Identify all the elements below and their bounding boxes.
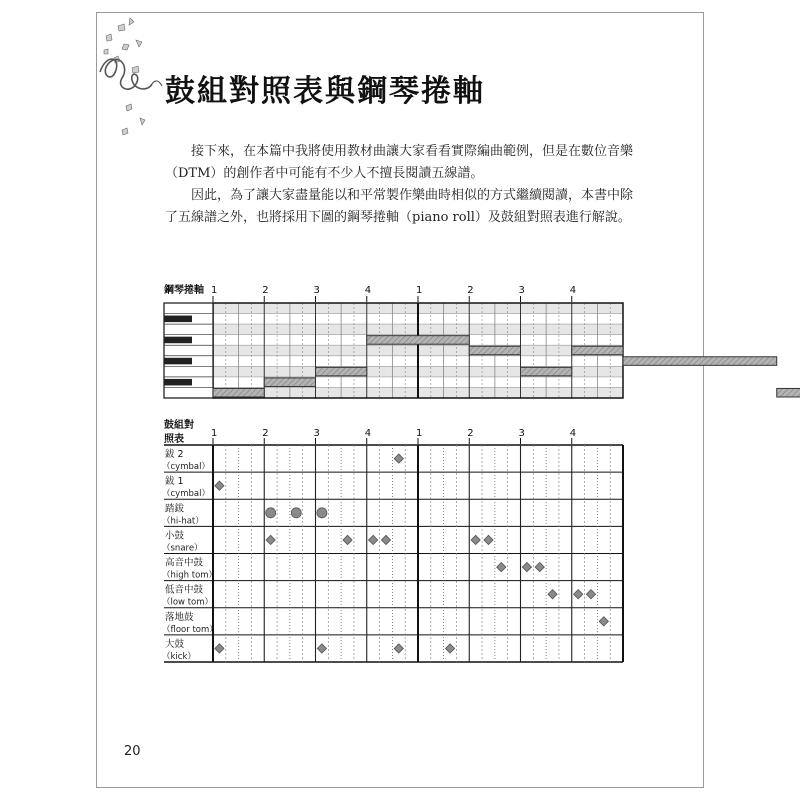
beat-number: 1 xyxy=(211,285,218,296)
black-key xyxy=(164,379,192,386)
beat-number: 4 xyxy=(364,285,372,296)
black-key xyxy=(164,358,192,365)
paragraph: 因此，為了讓大家盡量能以和平常製作樂曲時相似的方式繼續閱讀，本書中除了五線譜之外，也將採用下圖的鋼琴捲軸（piano roll）及鼓組對照表進行解說。 xyxy=(165,188,634,225)
drum-hit-circle xyxy=(291,508,301,518)
drum-hit-diamond xyxy=(343,535,352,544)
drum-row-name: 低音中鼓 xyxy=(165,584,204,596)
drum-hit-circle xyxy=(317,508,327,518)
drum-row-name: 小鼓 xyxy=(165,530,185,542)
piano-roll-note xyxy=(469,346,520,355)
drum-hit-diamond xyxy=(215,644,224,653)
drum-hit-diamond xyxy=(522,562,531,571)
drum-chart-label-line1: 鼓組對 xyxy=(164,420,194,431)
piano-roll-note xyxy=(572,346,623,355)
beat-number: 4 xyxy=(569,285,577,296)
piano-roll-note xyxy=(316,367,367,376)
page-number: 20 xyxy=(124,744,141,759)
paragraph: 接下來，在本篇中我將使用教材曲讓大家看看實際編曲範例，但是在數位音樂（DTM）的創作者中可能有不少人不擅長閱讀五線譜。 xyxy=(165,144,634,181)
drum-chart-label-line2: 照表 xyxy=(164,434,184,445)
drum-hit-diamond xyxy=(574,590,583,599)
drum-row-name: 高音中鼓 xyxy=(165,557,204,569)
beat-number: 4 xyxy=(364,428,372,439)
drum-hit-diamond xyxy=(394,454,403,463)
drum-row-name-en: （low tom） xyxy=(162,597,214,608)
drum-row-name-en: （snare） xyxy=(162,543,203,554)
piano-roll-note xyxy=(623,357,777,366)
drum-row-name-en: （cymbal） xyxy=(162,462,210,472)
drum-hit-diamond xyxy=(535,562,544,571)
drum-hit-circle xyxy=(266,508,276,518)
drum-row-name: 鈸 2 xyxy=(165,449,184,460)
piano-roll-note xyxy=(264,378,315,387)
black-key xyxy=(164,337,192,344)
piano-roll-note xyxy=(367,336,470,345)
drum-hit-diamond xyxy=(548,590,557,599)
beat-number: 3 xyxy=(313,428,320,439)
drum-row-name: 大鼓 xyxy=(165,638,185,650)
drum-hit-diamond xyxy=(266,535,275,544)
drum-hit-diamond xyxy=(484,535,493,544)
drum-hit-diamond xyxy=(599,617,608,626)
beat-number: 1 xyxy=(416,428,423,439)
drum-row-name-en: （floor tom） xyxy=(162,624,218,635)
drum-hit-diamond xyxy=(471,535,480,544)
drum-hit-diamond xyxy=(381,535,390,544)
beat-number: 2 xyxy=(262,428,269,439)
beat-number: 2 xyxy=(467,285,474,296)
beat-number: 3 xyxy=(518,428,525,439)
drum-hit-diamond xyxy=(394,644,403,653)
drum-row-name-en: （kick） xyxy=(162,651,196,662)
drum-hit-diamond xyxy=(369,535,378,544)
drum-hit-diamond xyxy=(215,481,224,490)
drum-row-name: 鈸 1 xyxy=(165,476,184,488)
drum-row-name: 落地鼓 xyxy=(165,611,194,623)
drum-hit-diamond xyxy=(497,562,506,571)
drum-hit-diamond xyxy=(586,590,595,599)
beat-number: 3 xyxy=(518,285,525,296)
drum-row-name-en: （high tom） xyxy=(162,570,218,581)
drum-row-name-en: （cymbal） xyxy=(162,489,210,500)
drum-hit-diamond xyxy=(317,644,326,653)
piano-roll-note xyxy=(213,388,264,397)
piano-roll-note xyxy=(777,388,800,397)
page-title: 鼓組對照表與鋼琴捲軸 xyxy=(165,74,485,109)
beat-number: 4 xyxy=(569,428,577,439)
beat-number: 3 xyxy=(313,285,320,296)
drum-row-name-en: （hi-hat） xyxy=(162,516,204,527)
beat-number: 2 xyxy=(467,428,474,439)
drum-row-name: 踏鈸 xyxy=(165,503,185,515)
drum-hit-diamond xyxy=(445,644,454,653)
beat-number: 1 xyxy=(416,285,423,296)
piano-roll-note xyxy=(521,367,572,376)
piano-roll-label: 鋼琴捲軸 xyxy=(164,285,204,296)
beat-number: 1 xyxy=(211,428,218,439)
black-key xyxy=(164,316,192,323)
beat-number: 2 xyxy=(262,285,269,296)
